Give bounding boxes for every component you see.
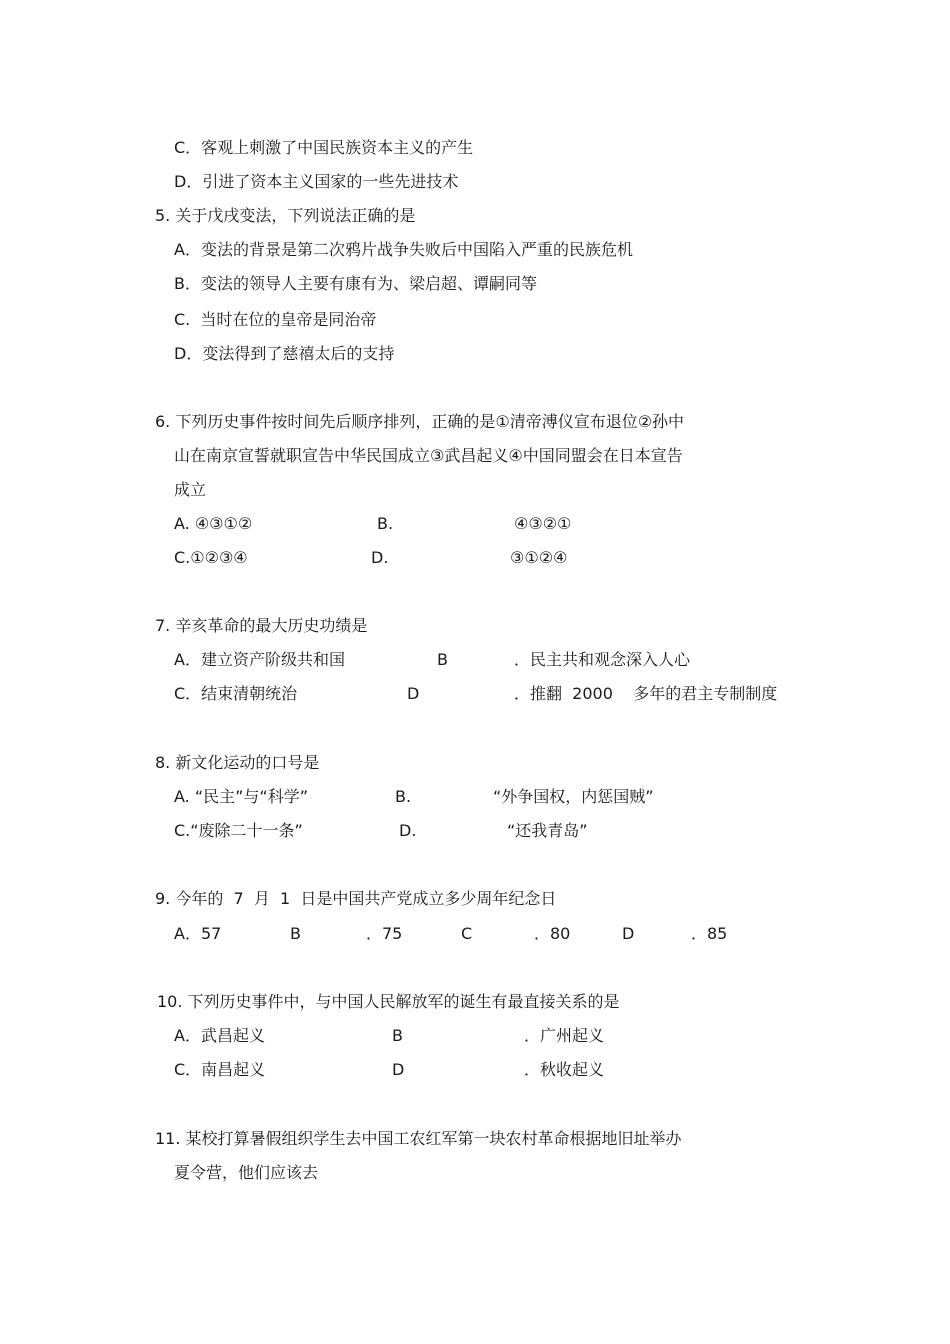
q4-option-d: D．引进了资本主义国家的一些先进技术 [174,172,459,191]
q9-option-c-text: ．80 [534,924,571,943]
q7-option-c: C．结束清朝统治 [174,684,298,703]
q6-option-b-text: ④③②① [514,514,572,533]
q9-option-a: A．57 [174,924,222,943]
q8-option-b-text: “外争国权，内惩国贼” [493,787,654,806]
q8-stem: 8. 新文化运动的口号是 [155,753,320,772]
q5-option-c: C. 当时在位的皇帝是同治帝 [174,310,377,329]
q10-option-a: A．武昌起义 [174,1026,265,1045]
q6-stem-line1: 6. 下列历史事件按时间先后顺序排列，正确的是①清帝溥仪宣布退位②孙中 [155,412,685,431]
q7-stem: 7. 辛亥革命的最大历史功绩是 [155,616,368,635]
q6-option-d-text: ③①②④ [510,548,568,567]
q8-option-d-text: “还我青岛” [507,821,588,840]
q10-stem: 10. 下列历史事件中，与中国人民解放军的诞生有最直接关系的是 [157,992,620,1011]
q7-option-b-text: ．民主共和观念深入人心 [514,650,691,669]
q6-option-d-label: D. [371,548,389,567]
q5-option-b: B．变法的领导人主要有康有为、梁启超、谭嗣同等 [174,274,537,293]
q10-option-b-text: ．广州起义 [524,1026,605,1045]
q9-stem: 9. 今年的 7 月 1 日是中国共产党成立多少周年纪念日 [155,889,557,908]
q5-option-d: D．变法得到了慈禧太后的支持 [174,344,395,363]
q7-option-b-label: B [437,650,448,669]
q6-option-c: C.①②③④ [174,548,248,567]
q9-option-b-text: ．75 [366,924,403,943]
q5-option-a: A．变法的背景是第二次鸦片战争失败后中国陷入严重的民族危机 [174,240,633,259]
q11-stem-line2: 夏令营，他们应该去 [174,1163,319,1182]
q8-option-d-label: D. [399,821,417,840]
q9-option-d-label: D [622,924,635,943]
q4-option-c: C．客观上刺激了中国民族资本主义的产生 [174,138,474,157]
q6-stem-line2: 山在南京宣誓就职宣告中华民国成立③武昌起义④中国同盟会在日本宣告 [174,446,683,465]
q5-stem: 5. 关于戊戌变法，下列说法正确的是 [155,206,416,225]
q10-option-b-label: B [392,1026,403,1045]
q7-option-d-label: D [407,684,420,703]
q6-stem-line3: 成立 [174,480,207,499]
q7-option-d-text: ．推翻 2000 多年的君主专制制度 [514,684,778,703]
q7-option-a: A．建立资产阶级共和国 [174,650,345,669]
q9-option-d-text: ．85 [691,924,728,943]
q11-stem-line1: 11. 某校打算暑假组织学生去中国工农红军第一块农村革命根据地旧址举办 [155,1129,682,1148]
q10-option-c: C．南昌起义 [174,1060,266,1079]
q10-option-d-text: ．秋收起义 [524,1060,605,1079]
q10-option-d-label: D [392,1060,405,1079]
q9-option-c-label: C [461,924,473,943]
q8-option-c: C.“废除二十一条” [174,821,303,840]
q8-option-a: A. “民主”与“科学” [174,787,308,806]
q9-option-b-label: B [290,924,301,943]
q6-option-a: A. ④③①② [174,514,253,533]
q8-option-b-label: B. [395,787,412,806]
q6-option-b-label: B. [377,514,394,533]
